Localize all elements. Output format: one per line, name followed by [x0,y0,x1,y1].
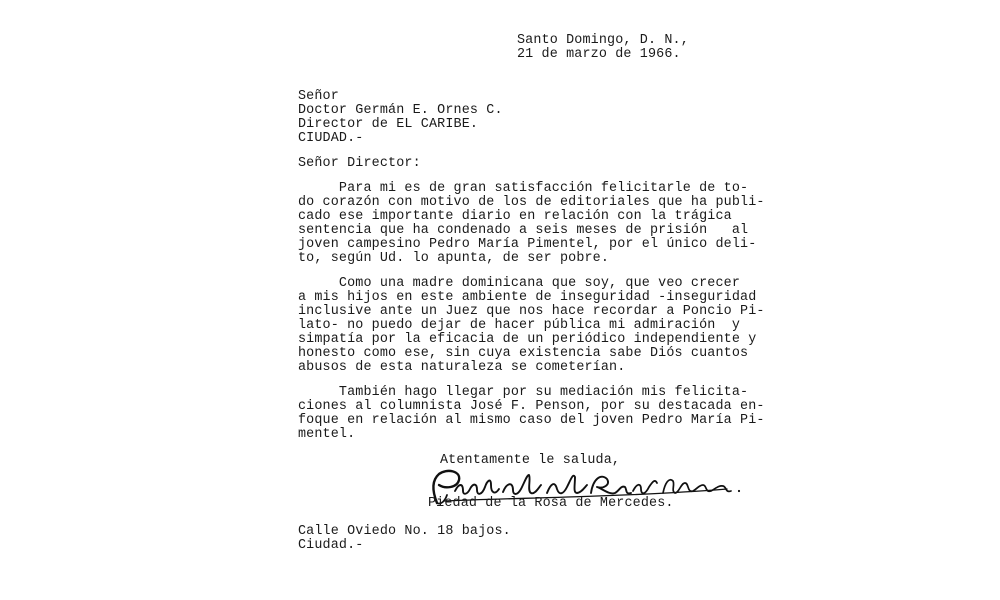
recipient-line: CIUDAD.- [298,131,364,146]
paragraph-line: joven campesino Pedro María Pimentel, por el único deli- [298,237,757,252]
date-line: 21 de marzo de 1966. [517,47,681,62]
paragraph-line: mentel. [298,427,356,442]
salutation: Señor Director: [298,156,421,171]
place-line: Santo Domingo, D. N., [517,33,689,48]
address-line: Calle Oviedo No. 18 bajos. [298,524,511,539]
paragraph-line: inclusive ante un Juez que nos hace recordar a Poncio Pi- [298,304,765,319]
paragraph-line: abusos de esta naturaleza se cometerían. [298,360,626,375]
paragraph-line: a mis hijos en este ambiente de inseguridad -inseguridad [298,290,757,305]
paragraph-line: honesto como ese, sin cuya existencia sabe Diós cuantos [298,346,749,361]
paragraph-line: lato- no puedo dejar de hacer pública mi admiración y [298,318,741,333]
closing: Atentamente le saluda, [440,453,621,468]
paragraph-line: Como una madre dominicana que soy, que veo crecer [298,276,741,291]
paragraph-line: sentencia que ha condenado a seis meses de prisión al [298,223,749,238]
recipient-line: Señor [298,89,339,104]
paragraph-line: to, según Ud. lo apunta, de ser pobre. [298,251,610,266]
paragraph-line: cado ese importante diario en relación con la trágica [298,209,732,224]
paragraph-line: ciones al columnista José F. Penson, por su destacada en- [298,399,765,414]
recipient-line: Director de EL CARIBE. [298,117,479,132]
recipient-line: Doctor Germán E. Ornes C. [298,103,503,118]
paragraph-line: También hago llegar por su mediación mis felicita- [298,385,749,400]
paragraph-line: Para mi es de gran satisfacción felicitarle de to- [298,181,749,196]
paragraph-line: foque en relación al mismo caso del joven Pedro María Pi- [298,413,765,428]
signer-name: Piedad de la Rosa de Mercedes. [428,496,674,511]
paragraph-line: simpatía por la eficacia de un periódico independiente y [298,332,757,347]
address-line: Ciudad.- [298,538,364,553]
paragraph-line: do corazón con motivo de los de editoriales que ha publi- [298,195,765,210]
